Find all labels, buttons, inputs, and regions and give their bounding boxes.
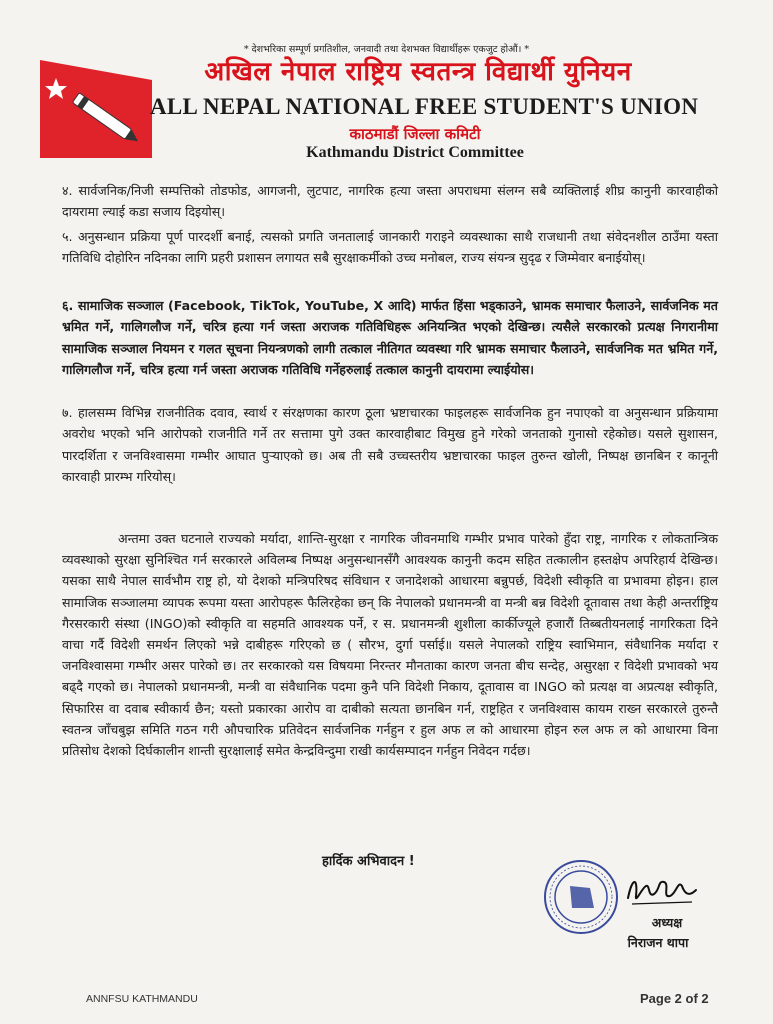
flag-logo-icon xyxy=(40,60,152,158)
handwritten-signature xyxy=(622,868,702,912)
closing-paragraph: अन्तमा उक्त घटनाले राज्यको मर्यादा, शान्ति-सुरक्षा र नागरिक जीवनमाथि गम्भीर प्रभाव पारेको हुँदा राष्ट्र, नागरिक र लोकतान्त्रिक व्यवस्थाको सुरक्षा सुनिश्चित गर्न सरकारले अविलम्ब निष्पक्ष अनुसन्धानसँगै आवश्यक कानुनी कदम सहित तत्कालीन हस्तक्षेप अपरिहार्य देखिन्छ। यसका साथै नेपाल सार्वभौम राष्ट्र हो, यो देशको मन्त्रिपरिषद संविधान र जनादेशको आधारमा बन्नुपर्छ, विदेशी स्वीकृति वा प्रभावमा होइन। हाल सामाजिक सञ्जालमा व्यापक रूपमा यस्ता आरोपहरू फैलिरहेका छन् कि नेपालको प्रधानमन्त्री वा मन्त्री बन्न विदेशी दूतावास तथा केही अन्तर्राष्ट्रिय गैरसरकारी संस्था (INGO)को स्वीकृति वा सहमति आवश्यक पर्ने, र स. प्रधानमन्त्री शुशीला कार्कीज्यूले हजारौं तिब्बतीयनलाई नागरिकता दिने वाचा गर्दै विदेशी समर्थन लिएको भन्ने दाबीहरू गरिएको छ ( सौरभ, दुर्गा पर्साई॥ यसले नेपालको राष्ट्रिय स्वाभिमान, संवैधानिक मर्यादा र जनविश्वासमा गम्भीर असर पारेको छ। तर सरकारको यस विषयमा निरन्तर मौनताका कारण जनता बीच सन्देह, असुरक्षा र विदेशी प्रभावको भय बढ्दै गएको छ। नेपालको प्रधानमन्त्री, मन्त्री वा संवैधानिक पदमा कुनै पनि विदेशी निकाय, दूतावास वा INGO को प्रत्यक्ष वा अप्रत्यक्ष स्वीकृति, सिफारिस वा दवाब स्वीकार्य छैन; यस्तो प्रकारका आरोप वा दाबीको सत्यता छानबिन गर्न, राष्ट्रहित र जनविश्वास कायम राख्न सरकारले तुरुन्तै स्वतन्त्र जाँचबुझ समिति गठन गरी औपचारिक प्रतिवेदन सार्वजनिक गर्नहुन र हुल अफ ल को आधारमा होइन रुल अफ ल को आधारमा विना प्रतिसोध देशको दिर्घकालीन शान्ती सुरक्षालाई समेत केन्द्रविन्दुमा राखी कार्यसम्पादन गर्नहुन निवेदन गर्दछ। xyxy=(62,531,719,759)
org-name-nepali: अखिल नेपाल राष्ट्रिय स्वतन्त्र विद्यार्थी युनियन xyxy=(204,57,632,87)
signatory-title: अध्यक्ष xyxy=(651,915,683,930)
org-motto: * देशभरिका सम्पूर्ण प्रगतिशील, जनवादी तथा देशभक्त विद्यार्थीहरू एकजुट होऔं। * xyxy=(243,44,530,55)
committee-name-nepali: काठमाडौं जिल्ला कमिटी xyxy=(349,125,481,143)
demand-point-6: ६. सामाजिक सञ्जाल (Facebook, TikTok, YouTube, X आदि) मार्फत हिंसा भड्काउने, भ्रामक समाचार फैलाउने, सार्वजनिक मत भ्रमित गर्ने, गालिगलौज गर्ने, चरित्र हत्या गर्न जस्ता अराजक गतिविधिहरू अनियन्त्रित भएको देखिन्छ। त्यसैले सरकारको प्रत्यक्ष निगरानीमा सामाजिक सञ्जाल नियमन र गलत सूचना नियन्त्रणको लागी तत्काल नीतिगत व्यवस्था गरि भ्रामक समाचार फैलाउने, सार्वजनिक मत भ्रमित गर्ने, गालिगलौज गर्ने, चरित्र हत्या गर्न जस्ता अराजक गतिविधि गर्नेहरुलाई तत्काल कानुनी दायरामा ल्याईयोस। xyxy=(62,298,718,378)
signatory-name: निराजन थापा xyxy=(627,935,689,950)
demand-point-4: ४. सार्वजनिक/निजी सम्पत्तिको तोडफोड, आगजनी, लुटपाट, नागरिक हत्या जस्ता अपराधमा संलग्न सबै व्यक्तिलाई शीघ्र कानुनी कारवाहीको दायरामा ल्याई कडा सजाय दिइयोस्। xyxy=(62,183,718,220)
greeting: हार्दिक अभिवादन ! xyxy=(322,854,415,869)
page-number: Page 2 of 2 xyxy=(640,991,709,1006)
footer-org: ANNFSU KATHMANDU xyxy=(86,993,198,1005)
organization-seal-icon xyxy=(542,858,620,936)
demand-point-5: ५. अनुसन्धान प्रक्रिया पूर्ण पारदर्शी बनाई, त्यसको प्रगति जनतालाई जानकारी गराइने व्यवस्थाका साथै राजधानी तथा संवेदनशील ठाउँमा यस्ता गतिविधि दोहोरिन नदिनका लागि प्रहरी प्रशासन लगायत सबै सुरक्षाकर्मीको उच्च मनोबल, राज्य संयन्त्र सुदृढ र जिम्मेवार बनाईयोस्। xyxy=(62,229,718,266)
letterhead xyxy=(0,38,773,168)
demand-point-7: ७. हालसम्म विभिन्न राजनीतिक दवाव, स्वार्थ र संरक्षणका कारण ठूला भ्रष्टाचारका फाइलहरू सार्वजनिक हुन नपाएको वा अनुसन्धान प्रक्रियामा अवरोध भएको भनि आरोपको राजनीति गर्ने तर सत्तामा पुगे उक्त कारवाहीबाट विमुख हुने गरेको जनताको गुनासो रहेकोछ। यसले सुशासन, पारदर्शिता र जनविश्वासमा गम्भीर आघात पुऱ्याएको छ। अब ती सबै उच्चस्तरीय भ्रष्टाचारका फाइल तुरुन्त खोली, निष्पक्ष छानबिन र कानूनी कारवाही प्रारम्भ गरियोस्। xyxy=(62,405,718,485)
org-name-english: ALL NEPAL NATIONAL FREE STUDENT'S UNION xyxy=(150,94,699,119)
committee-name-english: Kathmandu District Committee xyxy=(306,144,524,161)
